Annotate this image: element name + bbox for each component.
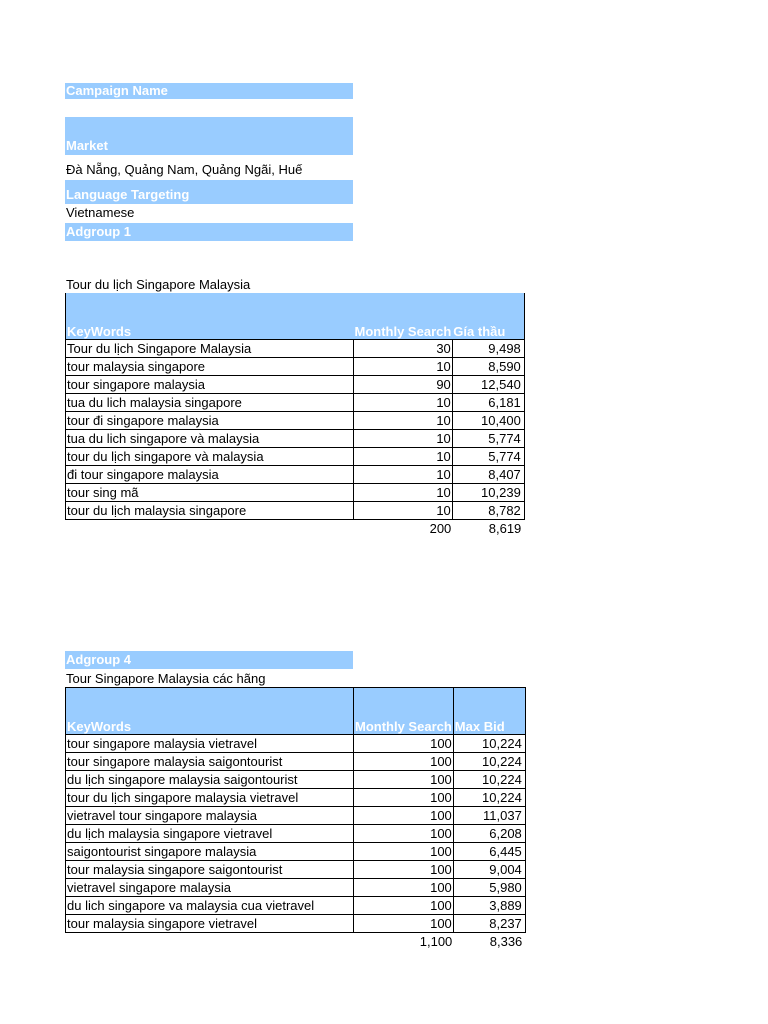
monthly-search-cell: 10 (354, 394, 453, 412)
bid-cell: 10,239 (452, 484, 524, 502)
monthly-search-cell: 10 (354, 484, 453, 502)
table-header-row (66, 293, 525, 340)
table-row (66, 789, 526, 807)
table-header-row (66, 688, 526, 735)
bid-cell: 8,407 (452, 466, 524, 484)
monthly-search-cell: 100 (354, 771, 454, 789)
monthly-search-cell: 100 (354, 897, 454, 915)
table-row (66, 807, 526, 825)
bid-cell: 6,445 (453, 843, 525, 861)
total-row (66, 933, 526, 951)
market-label: Market (65, 117, 353, 155)
keyword-cell: tour malaysia singapore vietravel (66, 915, 354, 933)
table-row (66, 897, 526, 915)
table-row (66, 466, 525, 484)
col-bid-header: Gía thầu (452, 293, 524, 340)
total-monthly-search: 1,100 (419, 934, 453, 949)
monthly-search-cell: 100 (354, 861, 454, 879)
table-row (66, 358, 525, 376)
keyword-cell: saigontourist singapore malaysia (66, 843, 354, 861)
table-row (66, 843, 526, 861)
col-monthly-search-header: Monthly Search (354, 293, 453, 340)
bid-cell: 12,540 (452, 376, 524, 394)
table-row (66, 735, 526, 753)
table-row (66, 502, 525, 520)
total-row (66, 520, 525, 538)
monthly-search-cell: 10 (354, 502, 453, 520)
keyword-cell: vietravel tour singapore malaysia (66, 807, 354, 825)
monthly-search-cell: 100 (354, 789, 454, 807)
bid-cell: 10,224 (453, 753, 525, 771)
keyword-cell: tour du lịch singapore malaysia vietravel (66, 789, 354, 807)
bid-cell: 3,889 (453, 897, 525, 915)
monthly-search-cell: 100 (354, 735, 454, 753)
adgroup-4-keyword-table (65, 687, 526, 950)
keyword-cell: du lịch singapore malaysia saigontourist (66, 771, 354, 789)
monthly-search-cell: 10 (354, 466, 453, 484)
monthly-search-cell: 100 (354, 915, 454, 933)
bid-cell: 9,498 (452, 340, 524, 358)
language-targeting-label: Language Targeting (65, 180, 353, 204)
table-row (66, 448, 525, 466)
keyword-cell: tua du lich malaysia singapore (66, 394, 354, 412)
bid-cell: 9,004 (453, 861, 525, 879)
table-row (66, 879, 526, 897)
table-row (66, 771, 526, 789)
total-monthly-search: 200 (429, 521, 452, 536)
col-keywords-header: KeyWords (66, 688, 354, 735)
bid-cell: 10,224 (453, 789, 525, 807)
keyword-cell: du lich singapore va malaysia cua vietravel (66, 897, 354, 915)
keyword-cell: tour singapore malaysia (66, 376, 354, 394)
keyword-cell: du lịch malaysia singapore vietravel (66, 825, 354, 843)
average-bid: 8,619 (488, 521, 522, 536)
table-row (66, 861, 526, 879)
table-row (66, 340, 525, 358)
monthly-search-cell: 10 (354, 448, 453, 466)
keyword-cell: tua du lich singapore và malaysia (66, 430, 354, 448)
adgroup-1-title: Tour du lịch Singapore Malaysia (66, 277, 251, 292)
table-row (66, 430, 525, 448)
keyword-cell: tour malaysia singapore (66, 358, 354, 376)
monthly-search-cell: 30 (354, 340, 453, 358)
keyword-cell: tour singapore malaysia saigontourist (66, 753, 354, 771)
bid-cell: 6,181 (452, 394, 524, 412)
col-max-bid-header: Max Bid (453, 688, 525, 735)
adgroup-4-label: Adgroup 4 (65, 651, 353, 669)
table-row (66, 484, 525, 502)
market-value: Đà Nẵng, Quảng Nam, Quảng Ngãi, Huế (66, 162, 303, 177)
monthly-search-cell: 10 (354, 412, 453, 430)
bid-cell: 10,400 (452, 412, 524, 430)
keyword-cell: tour malaysia singapore saigontourist (66, 861, 354, 879)
bid-cell: 10,224 (453, 771, 525, 789)
keyword-cell: tour du lịch malaysia singapore (66, 502, 354, 520)
table-row (66, 753, 526, 771)
monthly-search-cell: 100 (354, 753, 454, 771)
bid-cell: 10,224 (453, 735, 525, 753)
monthly-search-cell: 10 (354, 430, 453, 448)
bid-cell: 5,774 (452, 430, 524, 448)
adgroup-4-title: Tour Singapore Malaysia các hãng (66, 671, 266, 686)
bid-cell: 8,782 (452, 502, 524, 520)
bid-cell: 5,774 (452, 448, 524, 466)
keyword-cell: đi tour singapore malaysia (66, 466, 354, 484)
table-row (66, 825, 526, 843)
bid-cell: 8,237 (453, 915, 525, 933)
keyword-cell: Tour du lịch Singapore Malaysia (66, 340, 354, 358)
bid-cell: 11,037 (453, 807, 525, 825)
col-monthly-search-header: Monthly Search (354, 688, 454, 735)
monthly-search-cell: 100 (354, 807, 454, 825)
bid-cell: 5,980 (453, 879, 525, 897)
monthly-search-cell: 10 (354, 358, 453, 376)
keyword-cell: tour singapore malaysia vietravel (66, 735, 354, 753)
table-row (66, 915, 526, 933)
adgroup-1-label: Adgroup 1 (65, 223, 353, 241)
table-row (66, 412, 525, 430)
table-row (66, 376, 525, 394)
campaign-name-label: Campaign Name (65, 83, 353, 99)
col-keywords-header: KeyWords (66, 293, 354, 340)
bid-cell: 8,590 (452, 358, 524, 376)
keyword-cell: tour sing mã (66, 484, 354, 502)
monthly-search-cell: 90 (354, 376, 453, 394)
adgroup-1-keyword-table (65, 293, 525, 537)
keyword-cell: vietravel singapore malaysia (66, 879, 354, 897)
monthly-search-cell: 100 (354, 825, 454, 843)
monthly-search-cell: 100 (354, 843, 454, 861)
language-value: Vietnamese (66, 205, 135, 220)
table-row (66, 394, 525, 412)
monthly-search-cell: 100 (354, 879, 454, 897)
keyword-cell: tour du lịch singapore và malaysia (66, 448, 354, 466)
keyword-cell: tour đi singapore malaysia (66, 412, 354, 430)
bid-cell: 6,208 (453, 825, 525, 843)
average-max-bid: 8,336 (489, 934, 523, 949)
